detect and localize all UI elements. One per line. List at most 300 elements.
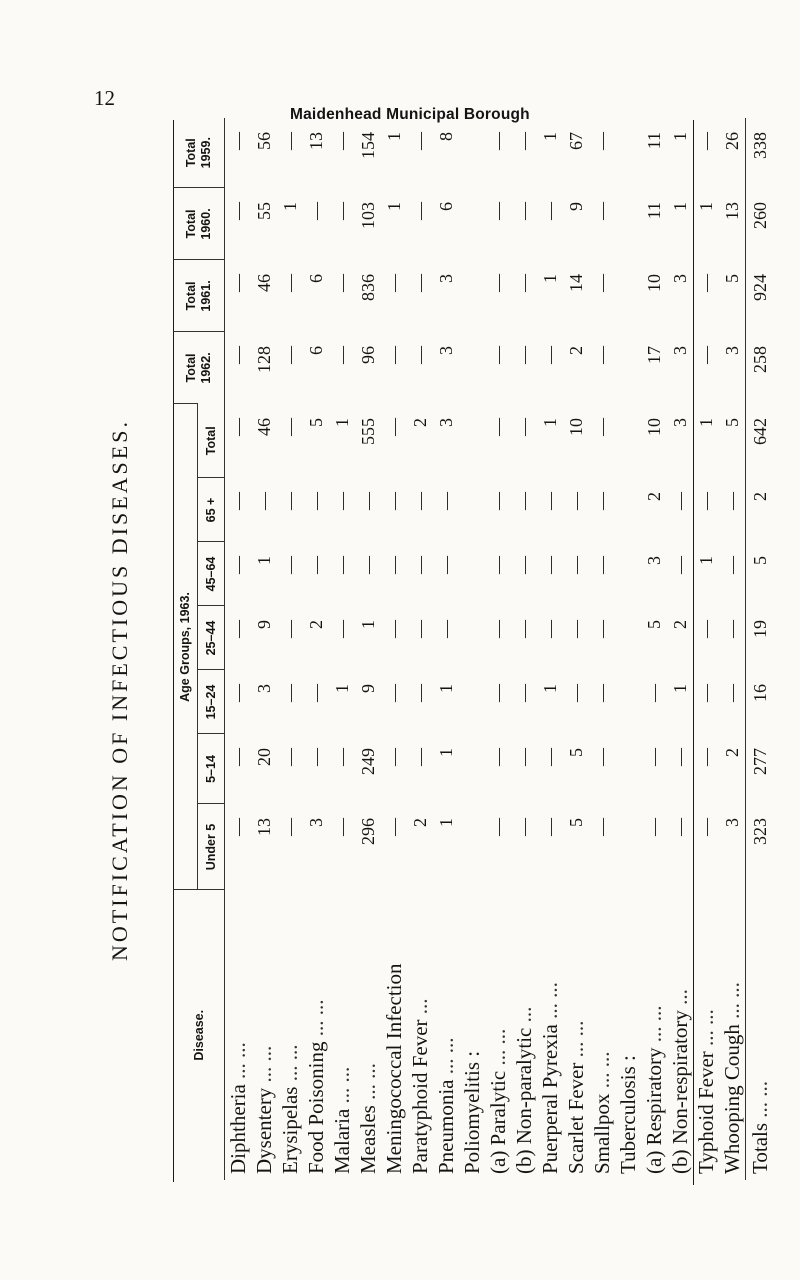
cell-value: 10 [565, 417, 586, 436]
leader-dots: ... ... [330, 1066, 354, 1104]
cell-value: — [305, 201, 326, 220]
total-1961-header: Total 1961. [173, 260, 225, 332]
page-number: 12 [94, 86, 115, 110]
cell-value: 96 [357, 345, 378, 364]
cell-value: 67 [565, 131, 586, 150]
cell-value: — [513, 620, 534, 638]
cell-value: 555 [357, 417, 378, 445]
cell-value: — [331, 492, 352, 510]
cell-value: — [331, 273, 352, 292]
cell-value: 3 [435, 417, 456, 427]
age-5-14-header: 5–14 [198, 734, 225, 804]
total-1960-header: Total 1960. [173, 188, 225, 260]
cell-value: 11 [643, 131, 664, 150]
cell-value: 13 [305, 131, 326, 150]
cell-value: 3 [721, 345, 742, 355]
cell-value: 26 [721, 131, 742, 150]
cell-value: — [227, 345, 248, 364]
cell-value: — [695, 492, 716, 510]
disease-label: Pneumonia [434, 1079, 458, 1174]
cell-value: 2 [721, 748, 742, 757]
leader-dots: ... ... [252, 1045, 276, 1083]
disease-name [563, 890, 589, 1180]
cell-value: — [383, 818, 404, 836]
cell-value [615, 804, 641, 890]
cell-value: 3 [669, 417, 690, 427]
cell-value [459, 332, 485, 404]
table-row [251, 118, 277, 1180]
cell-value: — [227, 131, 248, 150]
cell-value: — [305, 684, 326, 702]
cell-value: 258 [746, 332, 775, 404]
cell-value [615, 478, 641, 542]
cell-value [459, 478, 485, 542]
disease-name [589, 890, 615, 1180]
cell-value: 642 [746, 404, 775, 478]
disease-label: Meningococcal Infection [382, 963, 406, 1174]
cell-value: — [565, 684, 586, 702]
disease-label: Diphtheria [226, 1084, 250, 1174]
disease-label: Puerperal Pyrexia [538, 1024, 562, 1174]
cell-value: — [591, 818, 612, 836]
table-row [693, 118, 719, 1180]
cell-value: — [513, 492, 534, 510]
cell-value: — [513, 556, 534, 574]
cell-value: 1 [695, 201, 716, 211]
cell-value: — [721, 684, 742, 702]
age-groups-header: Age Groups, 1963. [173, 404, 198, 890]
cell-value: — [669, 748, 690, 766]
total-1959-header: Total 1959. [173, 118, 225, 188]
disease-name [459, 890, 485, 1180]
group-heading-row [615, 118, 641, 1180]
cell-value: 11 [643, 201, 664, 220]
table-row [563, 118, 589, 1180]
cell-value: — [591, 748, 612, 766]
disease-label: Measles [356, 1105, 380, 1174]
cell-value [459, 260, 485, 332]
cell-value: 1 [539, 131, 560, 141]
table-body [225, 118, 775, 1180]
disease-label: Whooping Cough [720, 1024, 744, 1174]
cell-value [615, 404, 641, 478]
cell-value: 5 [305, 417, 326, 427]
cell-value: — [721, 556, 742, 574]
cell-value: 5 [565, 818, 586, 827]
cell-value: 323 [746, 804, 775, 890]
disease-label: Typhoid Fever [694, 1051, 718, 1174]
cell-value: 154 [357, 131, 378, 159]
cell-value: — [279, 417, 300, 436]
cell-value: — [591, 131, 612, 150]
table-row [225, 118, 252, 1180]
cell-value: 128 [253, 345, 274, 373]
cell-value: — [487, 620, 508, 638]
cell-value: — [591, 273, 612, 292]
disease-label: (b) Non-respiratory [668, 1010, 692, 1174]
disease-name [641, 890, 667, 1180]
cell-value: — [643, 748, 664, 766]
disease-name [355, 890, 381, 1180]
cell-value: 296 [357, 818, 378, 845]
cell-value: — [227, 684, 248, 702]
cell-value: 836 [357, 273, 378, 301]
table-row [485, 118, 511, 1180]
cell-value: 13 [253, 818, 274, 836]
cell-value: — [409, 492, 430, 510]
cell-value: — [539, 818, 560, 836]
cell-value: — [487, 417, 508, 436]
cell-value: 2 [409, 417, 430, 427]
cell-value: — [721, 620, 742, 638]
table-row [641, 118, 667, 1180]
cell-value: 10 [643, 417, 664, 436]
cell-value: 17 [643, 345, 664, 364]
cell-value: — [487, 131, 508, 150]
leader-dots: ... ... [434, 1037, 458, 1075]
disease-name [433, 890, 459, 1180]
cell-value [615, 332, 641, 404]
cell-value: — [565, 620, 586, 638]
cell-value: — [227, 620, 248, 638]
cell-value [459, 404, 485, 478]
cell-value: — [383, 748, 404, 766]
cell-value: — [487, 684, 508, 702]
cell-value: 55 [253, 201, 274, 220]
cell-value: 2 [305, 620, 326, 629]
cell-value: — [305, 748, 326, 766]
cell-value: 924 [746, 260, 775, 332]
cell-value: — [409, 684, 430, 702]
cell-value [615, 260, 641, 332]
cell-value: — [279, 273, 300, 292]
cell-value: — [383, 417, 404, 436]
cell-value: 10 [643, 273, 664, 292]
cell-value: — [331, 131, 352, 150]
cell-value: — [513, 818, 534, 836]
cell-value: 56 [253, 131, 274, 150]
leader-dots: ... [512, 1006, 536, 1023]
disease-label: Paratyphoid Fever [408, 1019, 432, 1174]
cell-value: — [591, 417, 612, 436]
cell-value: — [539, 201, 560, 220]
cell-value: 1 [383, 201, 404, 211]
cell-value: 1 [539, 417, 560, 427]
cell-value: — [539, 492, 560, 510]
cell-value: 260 [746, 188, 775, 260]
age-25-44-header: 25–44 [198, 606, 225, 670]
cell-value: 2 [409, 818, 430, 827]
cell-value [459, 188, 485, 260]
disease-name [303, 890, 329, 1180]
disease-label: Malaria [330, 1108, 354, 1174]
cell-value: — [331, 620, 352, 638]
cell-value: — [565, 556, 586, 574]
cell-value: — [409, 273, 430, 292]
cell-value: — [695, 748, 716, 766]
cell-value: — [513, 417, 534, 436]
cell-value: — [279, 748, 300, 766]
cell-value: — [643, 684, 664, 702]
cell-value: — [409, 345, 430, 364]
cell-value: 2 [565, 345, 586, 355]
cell-value: 5 [643, 620, 664, 629]
cell-value: 6 [305, 345, 326, 355]
cell-value: — [487, 273, 508, 292]
cell-value [459, 734, 485, 804]
cell-value: 6 [435, 201, 456, 211]
cell-value: — [695, 620, 716, 638]
cell-value: — [409, 556, 430, 574]
group-heading-row [459, 118, 485, 1180]
cell-value: — [695, 818, 716, 836]
cell-value: — [383, 345, 404, 364]
cell-value: — [383, 492, 404, 510]
cell-value: — [357, 492, 378, 510]
cell-value: — [513, 345, 534, 364]
cell-value: 5 [746, 542, 775, 606]
disease-name [381, 890, 407, 1180]
disease-name [277, 890, 303, 1180]
leader-dots: ... ... [226, 1042, 250, 1079]
cell-value: 2 [643, 492, 664, 501]
leader-dots: ... ... [564, 1020, 588, 1058]
leader-dots: ... ... [590, 1051, 614, 1089]
cell-value: 5 [565, 748, 586, 757]
disease-table [173, 118, 774, 1180]
leader-dots: ... [408, 998, 432, 1015]
cell-value: 6 [305, 273, 326, 283]
cell-value: — [539, 556, 560, 574]
cell-value: — [669, 556, 690, 574]
disease-label: Tuberculosis : [616, 1055, 640, 1174]
cell-value: — [591, 556, 612, 574]
cell-value: — [487, 492, 508, 510]
table-row [381, 118, 407, 1180]
cell-value: — [591, 201, 612, 220]
cell-value: — [227, 273, 248, 292]
cell-value: 1 [279, 201, 300, 211]
age-15-24-header: 15–24 [198, 670, 225, 734]
leader-dots: ... ... [486, 1028, 510, 1066]
cell-value: — [669, 818, 690, 836]
table-row [355, 118, 381, 1180]
cell-value: 14 [565, 273, 586, 292]
page-header: Maidenhead Municipal Borough [290, 106, 530, 123]
leader-dots: ... ... [748, 1080, 772, 1118]
disease-label: Erysipelas [278, 1086, 302, 1174]
cell-value: — [435, 492, 456, 510]
cell-value: — [409, 201, 430, 220]
cell-value: — [695, 684, 716, 702]
cell-value: 338 [746, 118, 775, 188]
cell-value [615, 118, 641, 188]
cell-value: 16 [746, 670, 775, 734]
disease-label: Food Poisoning [304, 1041, 328, 1174]
cell-value: — [279, 131, 300, 150]
cell-value [459, 804, 485, 890]
cell-value: — [305, 492, 326, 510]
cell-value: — [227, 748, 248, 766]
cell-value: 3 [669, 273, 690, 283]
disease-name [615, 890, 641, 1180]
age-total-header: Total [198, 404, 225, 478]
cell-value: — [279, 818, 300, 836]
disease-label: Totals [748, 1122, 772, 1174]
cell-value [459, 118, 485, 188]
cell-value: — [695, 345, 716, 364]
cell-value: — [331, 818, 352, 836]
cell-value: — [409, 748, 430, 766]
cell-value: 46 [253, 273, 274, 292]
disease-column-header: Disease. [173, 890, 225, 1180]
cell-value: 5 [721, 273, 742, 283]
cell-value: 19 [746, 606, 775, 670]
cell-value: — [591, 620, 612, 638]
cell-value: 1 [435, 748, 456, 757]
leader-dots: ... ... [278, 1044, 302, 1082]
table-row [433, 118, 459, 1180]
cell-value: — [383, 273, 404, 292]
cell-value: 1 [539, 684, 560, 693]
leader-dots: ... ... [356, 1063, 380, 1100]
cell-value: — [487, 748, 508, 766]
disease-name [225, 890, 252, 1180]
age-45-64-header: 45–64 [198, 542, 225, 606]
cell-value: — [487, 201, 508, 220]
rotated-table-wrapper [173, 118, 772, 1180]
cell-value: 1 [695, 556, 716, 565]
cell-value: — [591, 492, 612, 510]
cell-value: 1 [253, 556, 274, 565]
cell-value: — [409, 620, 430, 638]
cell-value: 1 [695, 417, 716, 427]
leader-dots: ... ... [304, 999, 328, 1037]
cell-value: 3 [435, 345, 456, 355]
cell-value: — [435, 620, 456, 638]
total-1962-header: Total 1962. [173, 332, 225, 404]
disease-label: Scarlet Fever [564, 1062, 588, 1174]
cell-value: — [435, 556, 456, 574]
cell-value: 3 [305, 818, 326, 827]
disease-name [746, 890, 775, 1180]
table-row [537, 118, 563, 1180]
cell-value: — [695, 273, 716, 292]
cell-value: 1 [331, 684, 352, 693]
cell-value: — [331, 748, 352, 766]
table-row [407, 118, 433, 1180]
disease-name [485, 890, 511, 1180]
cell-value: 1 [435, 684, 456, 693]
table-row [277, 118, 303, 1180]
cell-value: — [279, 684, 300, 702]
cell-value: — [669, 492, 690, 510]
cell-value: 277 [746, 734, 775, 804]
table-row [667, 118, 693, 1180]
cell-value: 9 [565, 201, 586, 211]
disease-name [667, 890, 693, 1180]
disease-name [693, 890, 719, 1180]
cell-value: 9 [253, 620, 274, 629]
cell-value [459, 670, 485, 734]
cell-value: — [513, 201, 534, 220]
cell-value: — [331, 201, 352, 220]
cell-value: — [513, 748, 534, 766]
cell-value: 1 [357, 620, 378, 629]
cell-value: — [643, 818, 664, 836]
cell-value: 3 [643, 556, 664, 565]
leader-dots: ... ... [642, 1005, 666, 1043]
disease-label: Smallpox [590, 1093, 614, 1174]
cell-value: — [227, 818, 248, 836]
table-row [719, 118, 746, 1180]
cell-value: — [331, 345, 352, 364]
cell-value: 1 [435, 818, 456, 827]
cell-value [615, 670, 641, 734]
cell-value: — [253, 492, 274, 510]
disease-name [537, 890, 563, 1180]
table-row [303, 118, 329, 1180]
leader-dots: ... ... [694, 1009, 718, 1046]
leader-dots: ... ... [538, 982, 562, 1019]
leader-dots: ... [668, 989, 692, 1005]
cell-value: — [227, 492, 248, 510]
cell-value: 1 [669, 684, 690, 693]
cell-value: — [227, 201, 248, 220]
cell-value: — [539, 748, 560, 766]
cell-value: 8 [435, 131, 456, 141]
cell-value: 1 [331, 417, 352, 427]
cell-value: 20 [253, 748, 274, 766]
cell-value: — [383, 620, 404, 638]
cell-value [615, 188, 641, 260]
cell-value [459, 542, 485, 606]
disease-label: (a) Respiratory [642, 1047, 666, 1174]
disease-label: (b) Non-paralytic [512, 1027, 536, 1174]
age-under5-header: Under 5 [198, 804, 225, 890]
cell-value: 249 [357, 748, 378, 775]
cell-value: — [565, 492, 586, 510]
cell-value: — [513, 684, 534, 702]
cell-value: — [383, 684, 404, 702]
cell-value: — [279, 492, 300, 510]
cell-value: 1 [669, 201, 690, 211]
cell-value: — [487, 345, 508, 364]
disease-name [407, 890, 433, 1180]
cell-value: 3 [435, 273, 456, 283]
cell-value: — [487, 556, 508, 574]
disease-name [251, 890, 277, 1180]
cell-value: — [279, 345, 300, 364]
cell-value: — [513, 273, 534, 292]
cell-value: — [227, 556, 248, 574]
cell-value: — [539, 620, 560, 638]
totals-row [746, 118, 775, 1180]
cell-value: — [357, 556, 378, 574]
cell-value: 9 [357, 684, 378, 693]
cell-value [459, 606, 485, 670]
cell-value: — [305, 556, 326, 574]
cell-value: — [539, 345, 560, 364]
cell-value: — [591, 684, 612, 702]
disease-name [719, 890, 746, 1180]
cell-value: 2 [669, 620, 690, 629]
cell-value: — [487, 818, 508, 836]
cell-value: 46 [253, 417, 274, 436]
cell-value [615, 542, 641, 606]
cell-value: — [331, 556, 352, 574]
cell-value: — [721, 492, 742, 510]
